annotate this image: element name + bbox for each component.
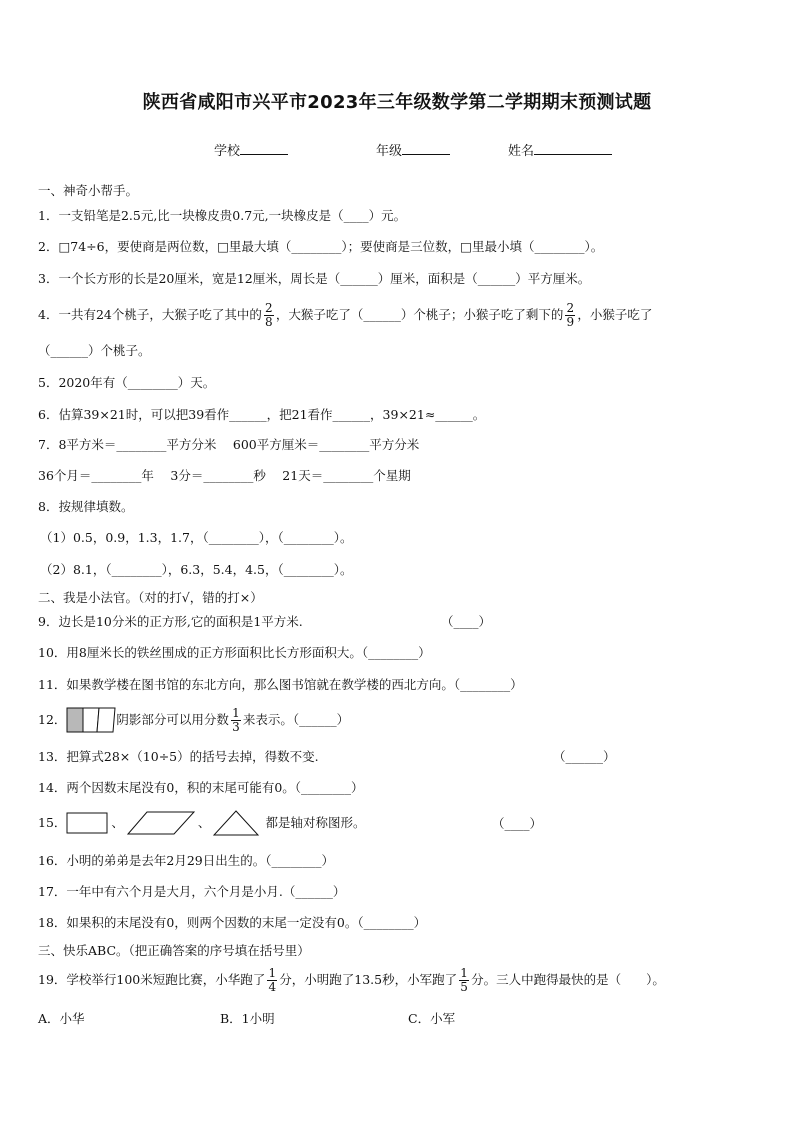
question-16: 16．小明的弟弟是去年2月29日出生的。（________） (38, 853, 335, 868)
name-field (508, 140, 612, 159)
fraction-1-3: $\frac{1}{3}$ (232, 705, 240, 734)
question-11: 11．如果教学楼在图书馆的东北方向，那么图书馆就在教学楼的西北方向。（________） (38, 677, 523, 692)
page-title: 陕西省咸阳市兴平市2023年三年级数学第二学期期末预测试题 (142, 92, 652, 113)
question-6: 6．估算39×21时，可以把39看作______，把21看作______，39×21≈______。 (38, 407, 486, 422)
question-15-separator-2: 、 (197, 815, 211, 830)
question-4-part-b: ，大猴子吃了（______）个桃子；小猴子吃了剩下的 (275, 307, 564, 322)
question-4 (38, 300, 652, 330)
grade-blank[interactable] (402, 142, 450, 155)
option-c[interactable]: C．小军 (408, 1011, 456, 1026)
question-15-separator-1: 、 (111, 815, 124, 830)
question-3: 3．一个长方形的长是20厘米，宽是12厘米，周长是（______）厘米，面积是（______）平方厘米。 (38, 271, 591, 286)
question-4-part-c: ，小猴子吃了 (577, 307, 653, 322)
question-1: 1．一支铅笔是2.5元,比一块橡皮贵0.7元,一块橡皮是（____）元。 (38, 208, 407, 223)
school-label: 学校 (214, 144, 241, 159)
question-13-answer-paren[interactable]: （______） (553, 749, 616, 764)
rectangle-figure (66, 812, 108, 834)
question-19-part-c: 分。三人中跑得最快的是（ ）。 (471, 972, 665, 987)
section-1-heading: 一、神奇小帮手。 (38, 183, 139, 198)
question-2: 2．□74÷6，要使商是两位数，□里最大填（________）；要使商是三位数，□里最小填（________）。 (38, 239, 604, 254)
option-b[interactable]: B．1小明 (220, 1011, 275, 1026)
question-19 (38, 964, 665, 996)
question-19-part-a: 19．学校举行100米短跑比赛，小华跑了 (38, 972, 266, 987)
section-2-heading: 二、我是小法官。（对的打√，错的打×） (38, 590, 263, 605)
question-12-part-b: 阴影部分可以用分数 (116, 712, 229, 727)
parallelogram-figure (127, 811, 195, 835)
name-blank[interactable] (534, 142, 612, 155)
question-13: 13．把算式28×（10÷5）的括号去掉，得数不变. (38, 749, 319, 764)
question-8-part-2: （2）8.1，（________），6.3，5.4，4.5，（________）。 (40, 562, 353, 577)
question-15-number: 15． (38, 815, 67, 830)
question-15-answer-paren[interactable]: （____） (492, 816, 543, 831)
fraction-2-8: $\frac{2}{8}$ (265, 300, 273, 329)
question-12-part-c: 来表示。（______） (242, 712, 350, 727)
question-12 (38, 705, 349, 735)
section-3-heading: 三、快乐ABC。（把正确答案的序号填在括号里） (38, 943, 310, 958)
grade-field (376, 140, 450, 159)
question-8-part-1: （1）0.5，0.9，1.3，1.7，（________），（________）。 (40, 530, 353, 545)
shaded-rectangle-figure (66, 707, 116, 733)
question-4-continued: （______）个桃子。 (38, 343, 151, 358)
grade-label: 年级 (376, 144, 403, 159)
triangle-figure (213, 810, 259, 836)
question-14: 14．两个因数末尾没有0，积的末尾可能有0。（________） (38, 780, 364, 795)
school-blank[interactable] (240, 142, 288, 155)
school-field (214, 140, 288, 159)
question-15-part-b: 都是轴对称图形。 (265, 815, 366, 830)
question-5: 5．2020年有（________）天。 (38, 375, 216, 390)
question-9: 9．边长是10分米的正方形,它的面积是1平方米. (38, 614, 303, 629)
question-15 (38, 808, 365, 838)
question-10: 10．用8厘米长的铁丝围成的正方形面积比长方形面积大。（________） (38, 645, 431, 660)
name-label: 姓名 (508, 144, 535, 159)
fraction-2-9: $\frac{2}{9}$ (566, 300, 575, 329)
question-4-part-a: 4．一共有24个桃子，大猴子吃了其中的 (38, 307, 262, 322)
question-7-line-2: 36个月＝________年 3分＝________秒 21天＝________个星期 (38, 468, 411, 483)
question-18: 18．如果积的末尾没有0，则两个因数的末尾一定没有0。（________） (38, 915, 427, 930)
question-8: 8．按规律填数。 (38, 499, 134, 514)
question-7-line-1: 7．8平方米＝________平方分米 600平方厘米＝________平方分米 (38, 437, 420, 452)
fraction-1-5: $\frac{1}{5}$ (460, 965, 468, 994)
option-a[interactable]: A．小华 (38, 1011, 85, 1026)
question-12-number: 12． (38, 712, 67, 727)
question-19-part-b: 分，小明跑了13.5秒，小军跑了 (279, 972, 458, 987)
fraction-1-4: $\frac{1}{4}$ (268, 965, 277, 994)
question-9-answer-paren[interactable]: （____） (441, 614, 492, 629)
question-17: 17．一年中有六个月是大月，六个月是小月.（______） (38, 884, 346, 899)
